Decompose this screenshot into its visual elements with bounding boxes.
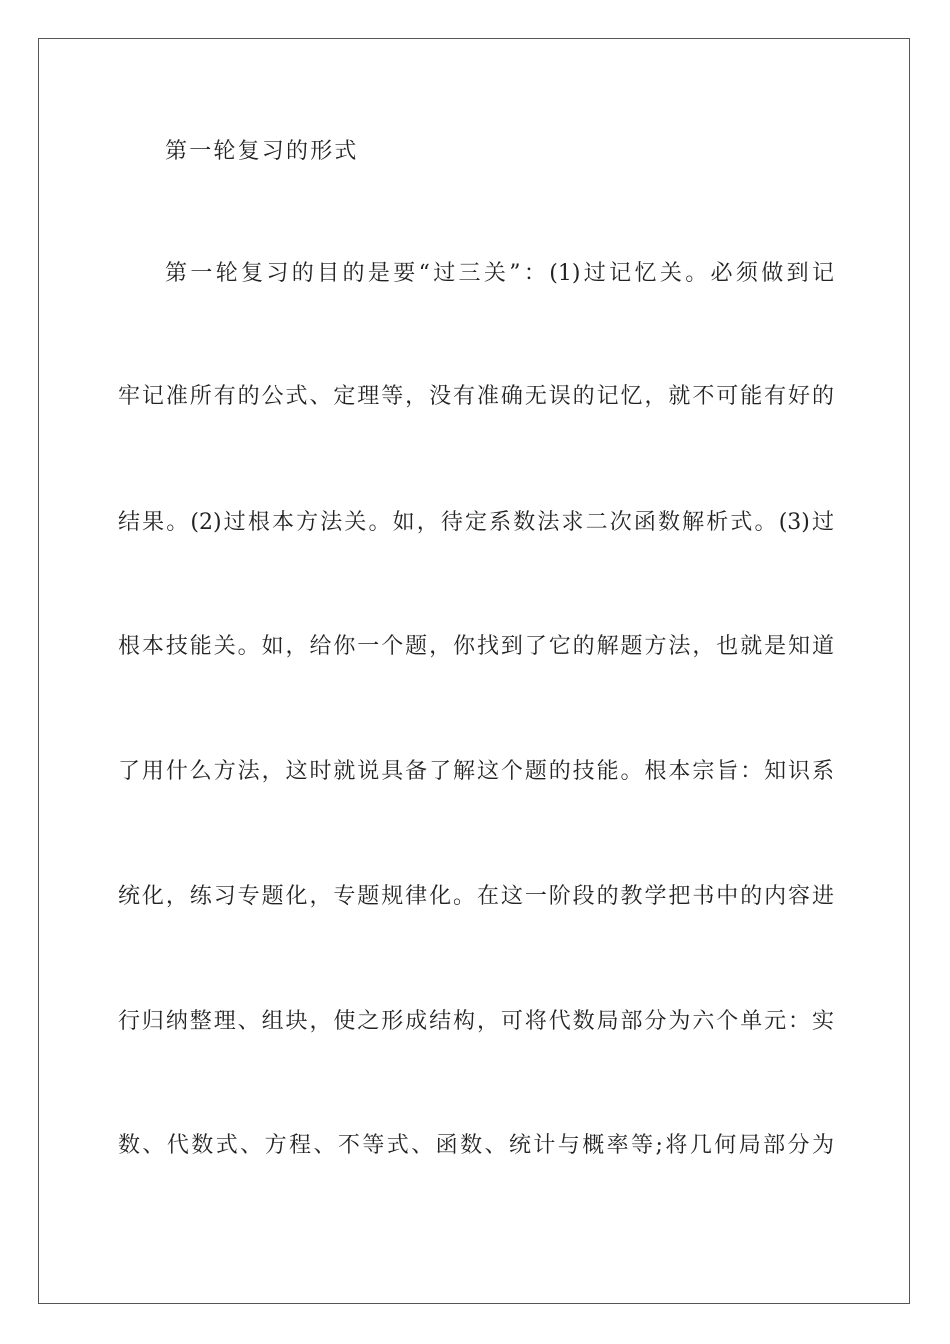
- paragraph-line: 根本技能关。如，给你一个题，你找到了它的解题方法，也就是知道: [118, 634, 834, 659]
- paragraph-line: 了用什么方法，这时就说具备了解这个题的技能。根本宗旨：知识系: [118, 759, 834, 784]
- section-heading: 第一轮复习的形式: [165, 139, 359, 164]
- page-border: [38, 38, 910, 1304]
- paragraph-line: 行归纳整理、组块，使之形成结构，可将代数局部分为六个单元：实: [118, 1009, 834, 1034]
- paragraph-line: 第一轮复习的目的是要“过三关”：(1)过记忆关。必须做到记: [165, 261, 834, 286]
- paragraph-line: 数、代数式、方程、不等式、函数、统计与概率等;将几何局部分为: [118, 1133, 834, 1158]
- paragraph-line: 统化，练习专题化，专题规律化。在这一阶段的教学把书中的内容进: [118, 884, 834, 909]
- paragraph-line: 结果。(2)过根本方法关。如，待定系数法求二次函数解析式。(3)过: [118, 510, 834, 535]
- paragraph-line: 牢记准所有的公式、定理等，没有准确无误的记忆，就不可能有好的: [118, 384, 834, 409]
